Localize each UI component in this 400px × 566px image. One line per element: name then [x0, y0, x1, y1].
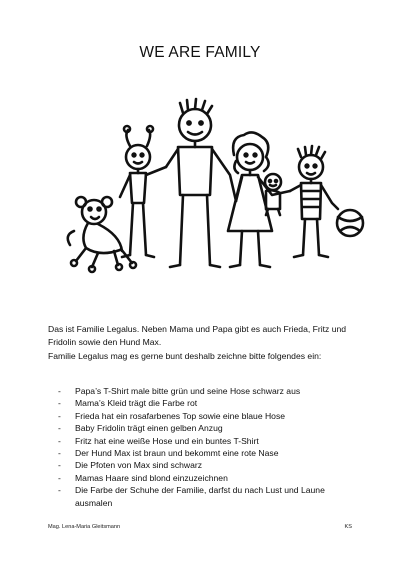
footer-code: KS: [344, 524, 352, 530]
list-item: - Frieda hat ein rosafarbenes Top sowie eine blaue Hose: [58, 410, 286, 421]
father-figure: [166, 99, 236, 267]
instruction-intro-paragraph: Familie Legalus mag es gerne bunt deshalb zeichne bitte folgendes ein:: [48, 351, 322, 361]
list-item: - Die Farbe der Schuhe der Familie, darfst du nach Lust und Laune ausmalen: [58, 485, 325, 508]
list-marker: -: [58, 423, 61, 434]
list-marker: -: [58, 398, 61, 409]
list-marker: -: [58, 485, 61, 496]
list-item: - Mamas Haare sind blond einzuzeichnen: [58, 472, 228, 483]
list-item: - Baby Fridolin trägt einen gelben Anzug: [58, 423, 223, 434]
girl-figure: [120, 126, 166, 257]
list-item: - Die Pfoten von Max sind schwarz: [58, 460, 203, 471]
list-item: - Papa’s T-Shirt male bitte grün und seine Hose schwarz aus: [58, 386, 301, 396]
list-item: - Der Hund Max ist braun und bekommt eine rote Nase: [58, 448, 279, 459]
list-marker: -: [58, 448, 61, 459]
coloring-instructions-list: [58, 385, 358, 509]
intro-paragraph: Das ist Familie Legalus. Neben Mama und Papa gibt es auch Frieda, Fritz und Fridolin sowie den Hund Max.: [48, 324, 347, 347]
family-stick-figure-illustration: [20, 85, 380, 290]
list-marker: -: [58, 410, 61, 421]
list-marker: -: [58, 472, 61, 483]
list-marker: -: [58, 460, 61, 471]
list-marker: -: [58, 435, 61, 446]
dog-figure: [68, 197, 136, 272]
list-marker: -: [58, 386, 61, 396]
boy-figure: [290, 146, 363, 257]
page-title: WE ARE FAMILY: [139, 44, 261, 61]
list-item: - Fritz hat eine weiße Hose und ein buntes T-Shirt: [58, 435, 259, 446]
list-item: - Mama’s Kleid trägt die Farbe rot: [58, 398, 198, 409]
footer-author: Mag. Lena-Maria Gleitsmann: [48, 524, 121, 530]
